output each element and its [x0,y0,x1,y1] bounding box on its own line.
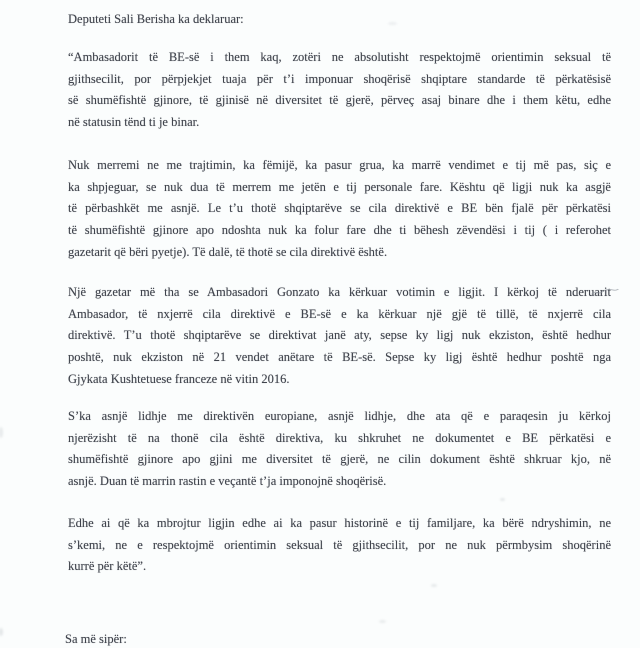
text-line: gazetarit që bëri pyetje). Të dalë, të thotë se cila direktivë është. [68,244,388,259]
scan-smudge [500,498,505,501]
scan-edge-mark [0,628,3,636]
scan-smudge [388,22,397,25]
text-line: poshtë, nuk ekziston në 21 vendet anëtare të BE-së. Sepse ky ligj është hedhur poshtë nga [68,350,611,365]
text-line: kurrë për këtë”. [68,559,147,574]
text-line: Gjykata Kushtetuese franceze në vitin 2016. [68,371,290,386]
text-line: të shumëfishtë gjinore apo ndoshta nuk ka folur fare dhe ti bëhesh zëvendësi i tij ( i referohet [68,223,611,238]
paragraph [68,47,611,134]
text-line: “Ambasadorit të BE-së i them kaq, zotëri ne absolutisht respektojmë orientimin seksual të [68,50,611,64]
text-line: shumëfishtë gjinore apo gjini me diversitet të gjerë, ne cilin dokument është shkruar kjo, në [68,452,611,467]
closing-line: Sa më sipër: [65,632,127,646]
paragraph [68,282,611,390]
text-line: S’ka asnjë lidhje me direktivën europiane, asnjë lidhje, dhe ata që e paraqesin ju kërkoj [68,409,611,423]
pen-scribble-mark [590,284,620,300]
text-line: gjithsecilit, por përpjekjet tuaja për t’i imponuar shoqërisë shqiptare standarde të përkatësisë [68,71,611,86]
paragraph [68,406,611,493]
text-line: Edhe ai që ka mbrojtur ligjin edhe ai ka pasur historinë e tij familjare, ka bërë ndryshimin, ne [68,516,611,530]
paragraph [68,513,611,578]
text-line: Ambasador, të nxjerrë cila direktivë e BE-së e ka kërkuar një gjë të tillë, të nxjerrë cila [68,306,611,321]
text-line: asnjë. Duan të marrin rastin e veçantë t’ja imponojnë shoqërisë. [68,474,387,489]
scan-smudge [431,584,437,587]
text-line: të përbashkët me asnjë. Le t’u thotë shqiptarëve se cila direktivë e BE bën fjalë për përkatësi [68,201,611,216]
text-line: ka shpjeguar, se nuk dua të merrem me jetën e tij personale fare. Kështu që ligji nuk ka asgjë [68,179,611,194]
text-line: së shumëfishtë gjinore, të gjinisë në diversitet të gjerë, përveç asaj binare dhe i them këtu, edhe [68,93,611,108]
intro-line: Deputeti Sali Berisha ka deklaruar: [68,12,244,26]
text-line: në statusin tënd ti je binar. [68,115,200,130]
paragraph [68,155,611,263]
text-line: njerëzisht të na thonë cila është direktiva, ku shkruhet ne dokumentet e BE përkatësi e [68,430,611,445]
scan-smudge [379,620,386,623]
scan-edge-mark [0,427,3,438]
text-line: direktivë. T’u thotë shqiptarëve se direktivat janë aty, sepse ky ligj nuk ekziston, është hedhur [68,328,611,343]
text-line: Një gazetar më tha se Ambasadori Gonzato ka kërkuar votimin e ligjit. I kërkoj të nderuarit [68,285,611,299]
text-line: s’kemi, ne e respektojmë orientimin seksual të gjithsecilit, por ne nuk përmbysim shoqërinë [68,537,611,552]
text-line: Nuk merremi ne me trajtimin, ka fëmijë, ka pasur grua, ka marrë vendimet e tij më pas, siç e [68,158,611,172]
